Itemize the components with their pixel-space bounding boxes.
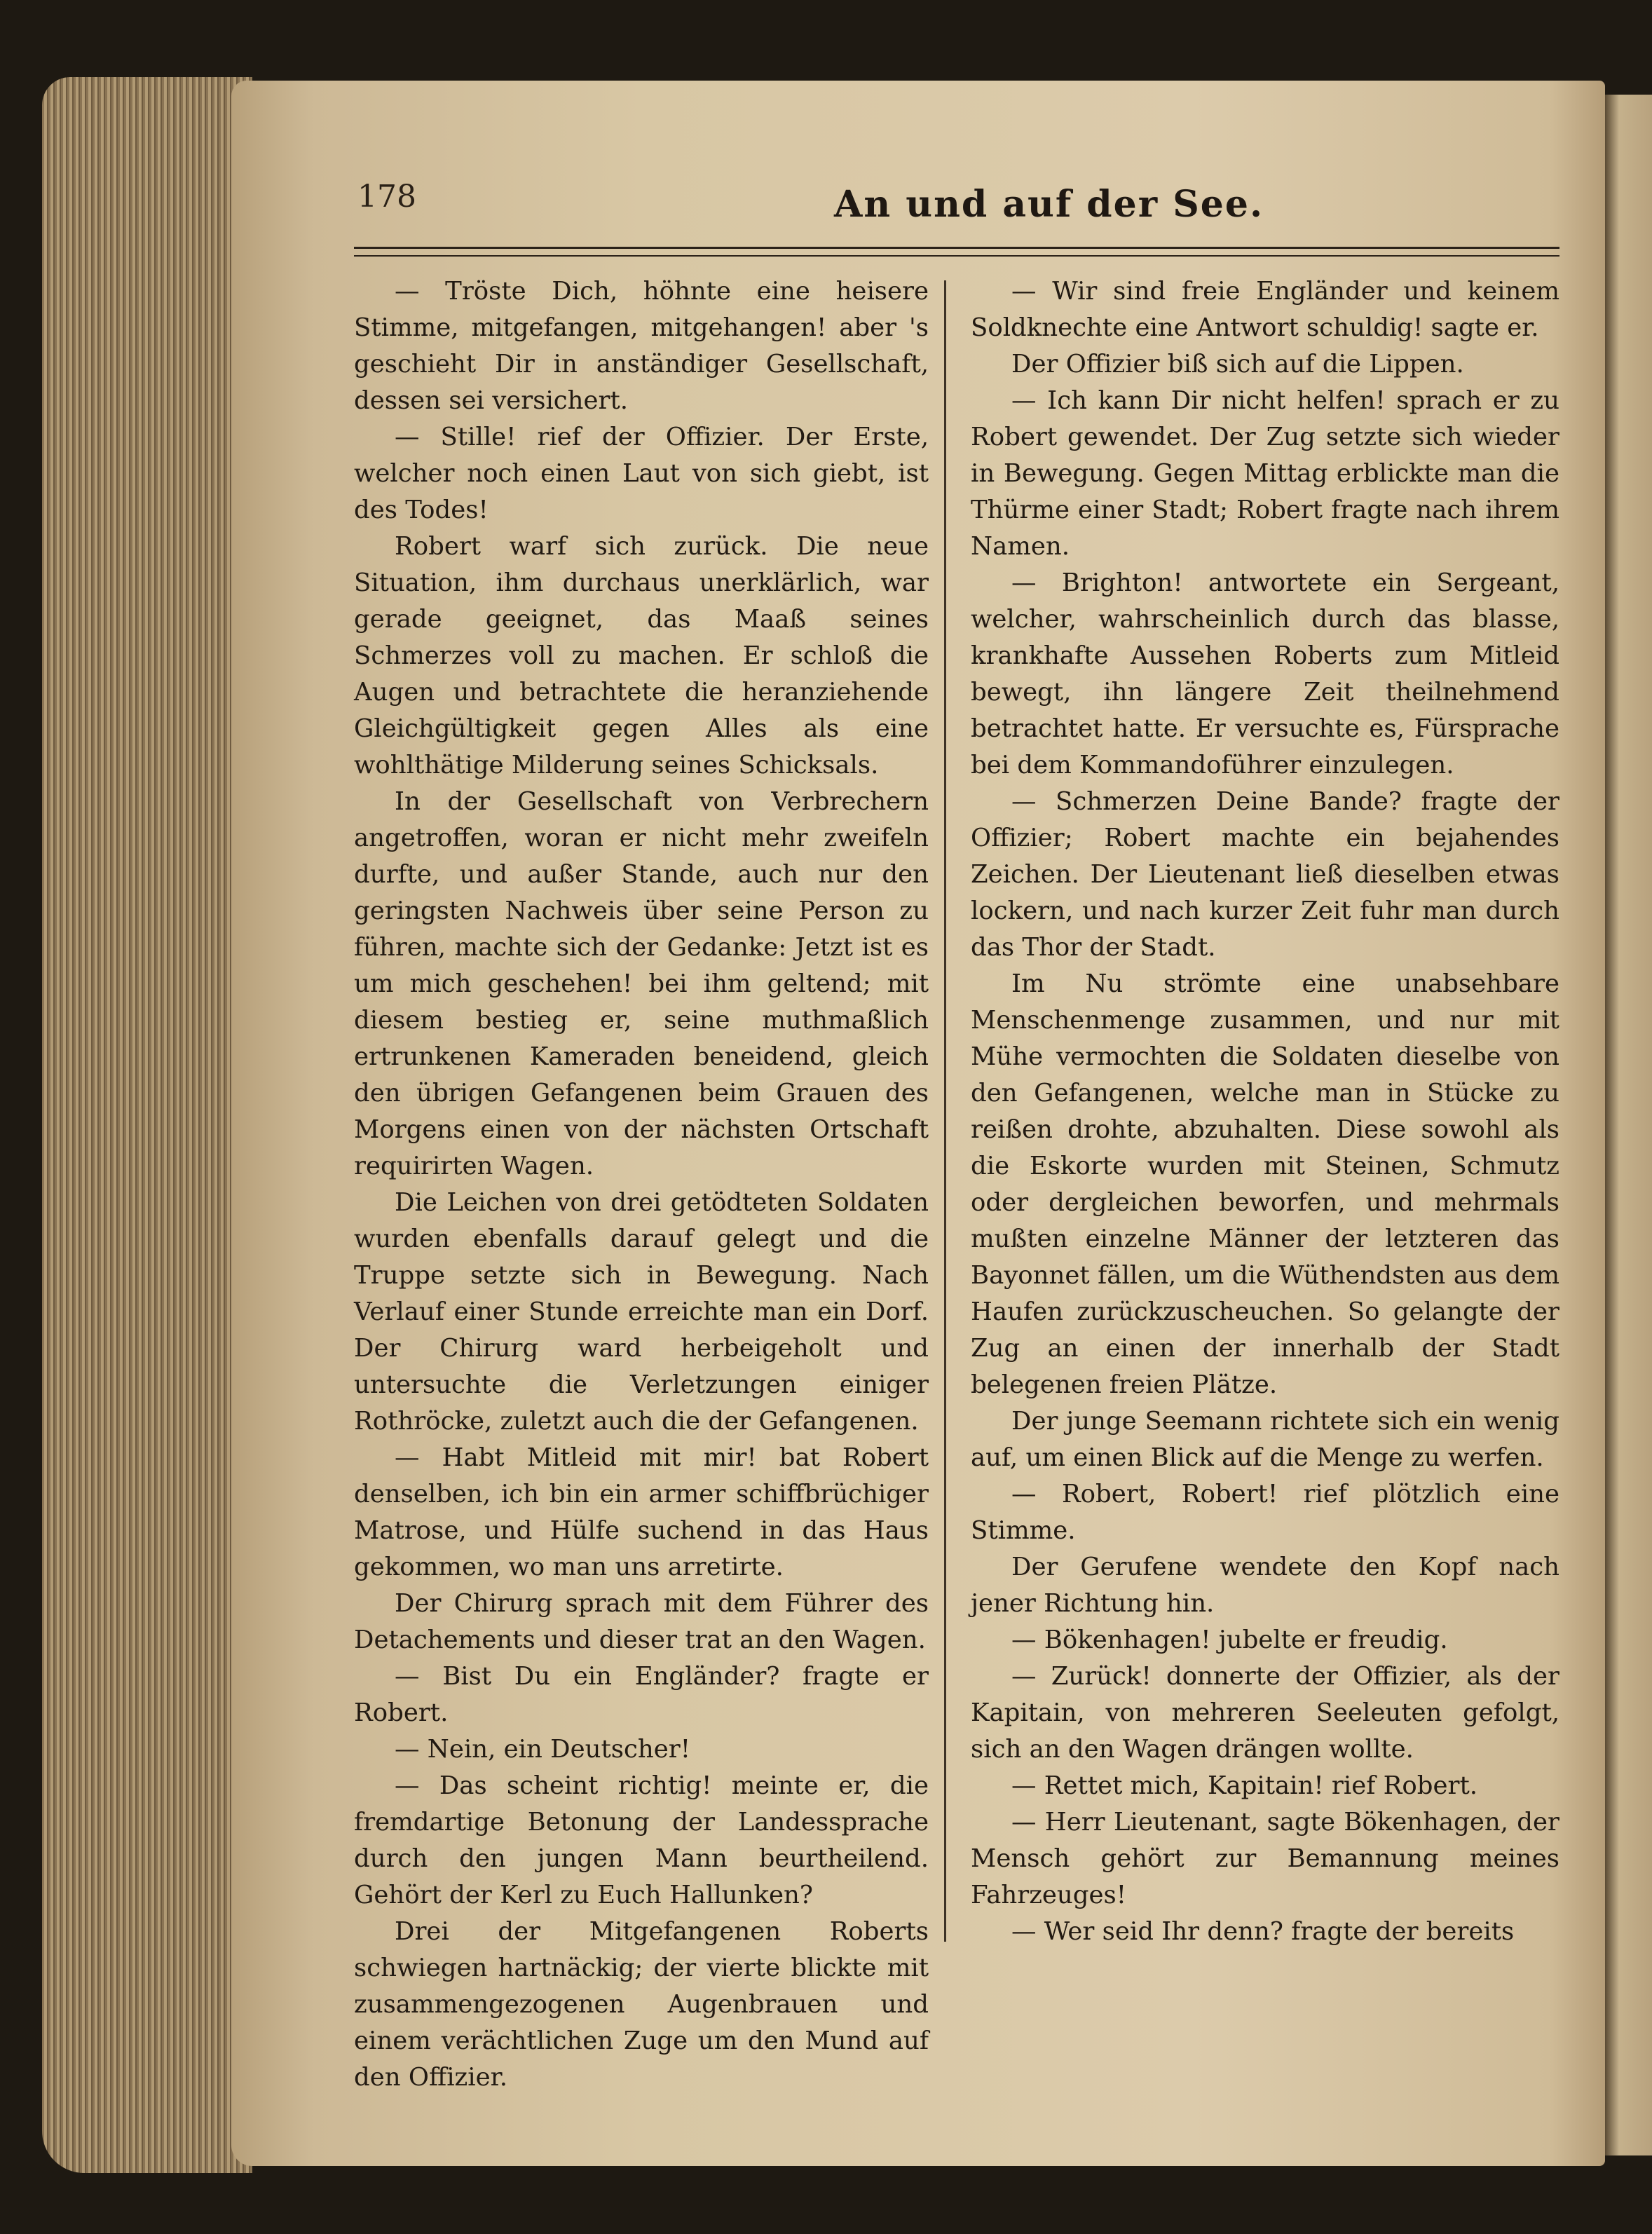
paragraph: Der Chirurg sprach mit dem Führer des Detachements und dieser trat an den Wagen. — [354, 1589, 929, 1654]
paragraph: — Bökenhagen! jubelte er freudig. — [1011, 1626, 1448, 1654]
paragraph: Die Leichen von drei getödteten Soldaten wurden ebenfalls darauf gelegt und die Truppe setzte sich in Bewegung. Nach Verlauf einer Stunde erreichte man ein Dorf. Der Chirurg ward herbeigeholt und untersuchte die Verletzungen einiger Rothröcke, zuletzt auch die der Gefangenen. — [354, 1188, 929, 1436]
column-divider — [944, 280, 946, 1942]
paragraph: Drei der Mitgefangenen Roberts schwiegen hartnäckig; der vierte blickte mit zusammengezogenen Augenbrauen und einem verächtlichen Zuge um den Mund auf den Offizier. — [354, 1917, 929, 2092]
paragraph: In der Gesellschaft von Verbrechern angetroffen, woran er nicht mehr zweifeln durfte, und außer Stande, auch nur den geringsten Nachweis über seine Person zu führen, machte sich der Gedanke: Jetzt ist es um mich geschehen! bei ihm geltend; mit diesem bestieg er, seine muthmaßlich ertrunkenen Kameraden beneidend, gleich den übrigen Gefangenen beim Grauen des Morgens einen von der nächsten Ortschaft requirirten Wagen. — [354, 787, 929, 1180]
paragraph: Im Nu strömte eine unabsehbare Menschenmenge zusammen, und nur mit Mühe vermochten die Soldaten dieselbe von den Gefangenen, welche man in Stücke zu reißen drohte, abzuhalten. Diese sowohl als die Eskorte wurden mit Steinen, Schmutz oder dergleichen beworfen, und mehrmals mußten einzelne Männer der letzteren das Bayonnet fällen, um die Wüthendsten aus dem Haufen zurückzuscheuchen. So gelangte der Zug an einen der innerhalb der Stadt belegenen freien Plätze. — [971, 969, 1559, 1399]
paragraph: — Rettet mich, Kapitain! rief Robert. — [1011, 1771, 1478, 1800]
paragraph: Der Offizier biß sich auf die Lippen. — [1011, 350, 1464, 379]
page-header — [357, 179, 1563, 235]
paragraph: — Zurück! donnerte der Offizier, als der Kapitain, von mehreren Seeleuten gefolgt, sich an den Wagen drängen wollte. — [971, 1662, 1559, 1764]
paragraph: — Tröste Dich, höhnte eine heisere Stimme, mitgefangen, mitgehangen! aber 's geschieht Dir in anständiger Gesellschaft, dessen sei versichert. — [354, 277, 929, 415]
left-column — [354, 273, 929, 2096]
paragraph: Robert warf sich zurück. Die neue Situation, ihm durchaus unerklärlich, war gerade geeignet, das Maaß seines Schmerzes voll zu machen. Er schloß die Augen und betrachtete die heranziehende Gleichgültigkeit gegen Alles als eine wohlthätige Milderung seines Schicksals. — [354, 532, 929, 779]
paragraph: — Schmerzen Deine Bande? fragte der Offizier; Robert machte ein bejahendes Zeichen. Der Lieutenant ließ dieselben etwas lockern, und nach kurzer Zeit fuhr man durch das Thor der Stadt. — [971, 787, 1559, 962]
header-rule — [354, 247, 1559, 257]
paragraph: Der junge Seemann richtete sich ein wenig auf, um einen Blick auf die Menge zu werfen. — [971, 1407, 1559, 1472]
paragraph: — Nein, ein Deutscher! — [395, 1735, 690, 1764]
paragraph: — Das scheint richtig! meinte er, die fremdartige Betonung der Landessprache durch den jungen Mann beurtheilend. Gehört der Kerl zu Euch Hallunken? — [354, 1771, 929, 1909]
paragraph: — Stille! rief der Offizier. Der Erste, welcher noch einen Laut von sich giebt, ist des Todes! — [354, 423, 929, 524]
paragraph: — Bist Du ein Engländer? fragte er Robert. — [354, 1662, 929, 1727]
paragraph: Der Gerufene wendete den Kopf nach jener Richtung hin. — [971, 1553, 1559, 1618]
paragraph: — Wer seid Ihr denn? fragte der bereits — [1011, 1917, 1515, 1946]
paragraph: — Herr Lieutenant, sagte Bökenhagen, der Mensch gehört zur Bemannung meines Fahrzeuges! — [971, 1808, 1559, 1909]
book-page-edges — [42, 77, 252, 2173]
running-title: An und auf der See. — [834, 183, 1264, 226]
paragraph: — Robert, Robert! rief plötzlich eine Stimme. — [971, 1480, 1559, 1545]
right-column — [971, 273, 1559, 1950]
next-page-edge — [1605, 95, 1652, 2155]
paragraph: — Wir sind freie Engländer und keinem Soldknechte eine Antwort schuldig! sagte er. — [971, 277, 1559, 342]
paragraph: — Ich kann Dir nicht helfen! sprach er zu Robert gewendet. Der Zug setzte sich wieder in Bewegung. Gegen Mittag erblickte man die Thürme einer Stadt; Robert fragte nach ihrem Namen. — [971, 386, 1559, 561]
page-number: 178 — [357, 179, 416, 214]
paragraph: — Habt Mitleid mit mir! bat Robert denselben, ich bin ein armer schiffbrüchiger Matrose, und Hülfe suchend in das Haus gekommen, wo man uns arretirte. — [354, 1443, 929, 1581]
paragraph: — Brighton! antwortete ein Sergeant, welcher, wahrscheinlich durch das blasse, krankhafte Aussehen Roberts zum Mitleid bewegt, ihn längere Zeit theilnehmend betrachtet hatte. Er versuchte es, Fürsprache bei dem Kommandoführer einzulegen. — [971, 568, 1559, 779]
